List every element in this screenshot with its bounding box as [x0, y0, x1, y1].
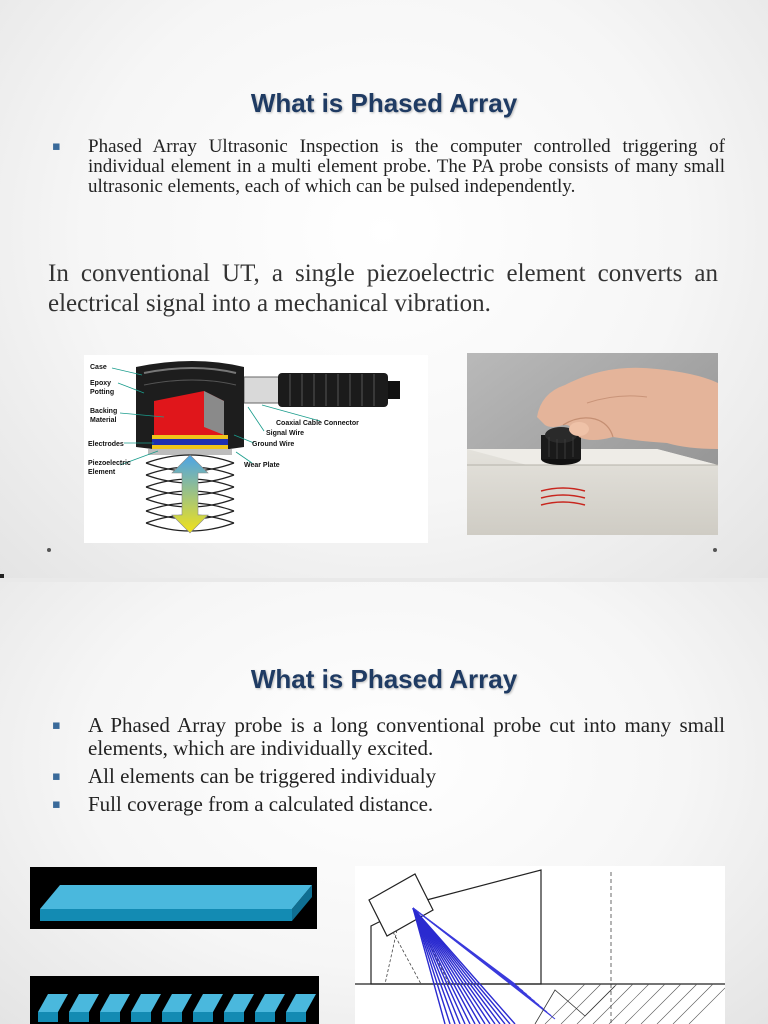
label-backing: Backing	[90, 408, 118, 415]
slide-marker-right	[713, 548, 717, 552]
phased-array-elements-graphic	[30, 976, 319, 1024]
label-potting: Potting	[90, 389, 115, 396]
label-material: Material	[90, 417, 117, 424]
slide-1-bullet-list	[48, 137, 725, 197]
label-signal-wire: Signal Wire	[266, 430, 305, 437]
square-bullet-icon: ▪	[52, 139, 61, 154]
beam-steering-diagram	[355, 866, 725, 1024]
bullet-text: All elements can be triggered individualy	[88, 764, 437, 788]
label-wear-plate: Wear Plate	[244, 462, 280, 469]
slide-1-title: What is Phased Array	[250, 88, 518, 118]
square-bullet-icon: ▪	[52, 769, 61, 784]
list-item	[48, 793, 725, 816]
label-ground-wire: Ground Wire	[252, 441, 295, 448]
bullet-text: Phased Array Ultrasonic Inspection is the computer controlled triggering of individual element in a multi element probe. The PA probe consists of many small ultrasonic elements, each of which can be pulsed independently.	[88, 136, 725, 197]
bullet-text: Full coverage from a calculated distance.	[88, 792, 434, 816]
label-epoxy: Epoxy	[90, 380, 112, 387]
label-case: Case	[90, 364, 107, 371]
list-item	[48, 714, 725, 760]
label-piezoelectric: Piezoelectric	[88, 460, 131, 467]
label-coaxial-connector: Coaxial Cable Connector	[276, 420, 359, 427]
transducer-diagram	[84, 355, 428, 543]
label-element: Element	[88, 469, 116, 476]
list-item	[48, 765, 725, 788]
slide-2	[0, 582, 768, 1024]
page-edge-mark	[0, 574, 4, 578]
hand-probe-photo	[467, 353, 718, 535]
slide-marker-left	[47, 548, 51, 552]
label-electrodes: Electrodes	[88, 441, 124, 448]
square-bullet-icon: ▪	[52, 718, 61, 733]
slide-2-title: What is Phased Array	[250, 664, 518, 694]
conventional-ut-paragraph: In conventional UT, a single piezoelectric element converts an electrical signal into a mechanical vibration.	[48, 260, 718, 317]
square-bullet-icon: ▪	[52, 797, 61, 812]
bullet-text: A Phased Array probe is a long conventional probe cut into many small elements, which are individually excited.	[88, 713, 725, 760]
slide-2-bullet-list	[48, 714, 725, 816]
single-element-probe-graphic	[30, 867, 317, 929]
list-item	[48, 137, 725, 197]
